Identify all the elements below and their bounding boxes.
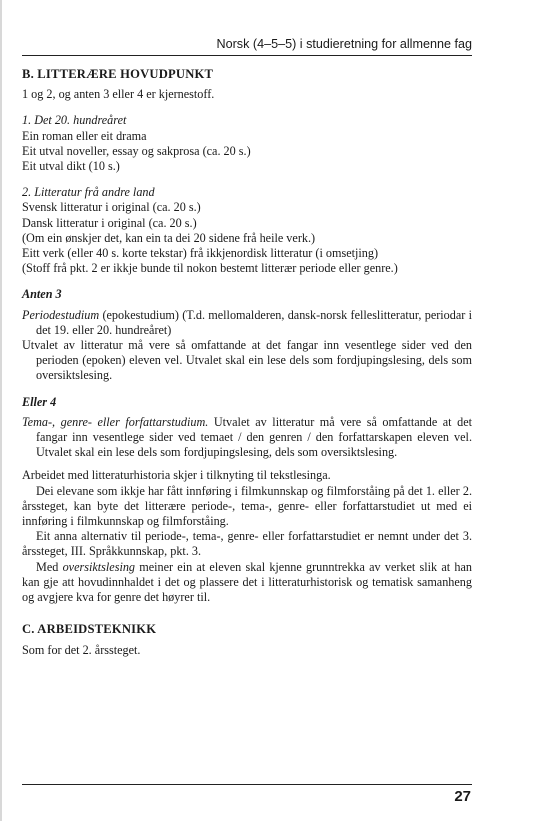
part2-heading [22, 185, 472, 200]
part1-line: Eit utval noveller, essay og sakprosa (ca. 20 s.) [22, 143, 251, 158]
closing-p4-post: meiner ein at eleven skal kjenne grunntrekka av verket slik at han kan gje att hovudinnhaldet i det og plassere det i litteraturhistorisk og tematisk samanheng og avgjere kva for genre det høyrer til. [22, 559, 472, 605]
eller4-heading: Eller 4 [22, 394, 57, 409]
section-c-heading: C. ARBEIDSTEKNIKK [22, 622, 157, 637]
closing-p4-term: oversiktslesing [62, 559, 136, 574]
closing-p4-pre: Med [36, 559, 63, 574]
eller4-term-rest: Utvalet av litteratur må vere så omfattande at det fangar inn vesentlege sider ved temaet / den genren / den forfattarskapen eleven vel. Utvalet skal ein lese dels som fordjupingslesing, dels som oversiktslesing. [36, 414, 472, 460]
part2-line: Svensk litteratur i original (ca. 20 s.) [22, 200, 201, 215]
closing-paragraph-3: Eit anna alternativ til periode-, tema-, genre- eller forfattarstudiet er nemnt under det 3. årssteget, III. Språkkunnskap, pkt. 3. [22, 529, 472, 559]
part1-heading [22, 113, 472, 128]
part2-line: (Om ein ønskjer det, kan ein ta dei 20 sidene frå heile verk.) [22, 230, 316, 245]
eller4-paragraph [22, 415, 472, 461]
page-number: 27 [454, 788, 471, 805]
part2-number: 2. [22, 185, 32, 200]
header-rule [22, 55, 472, 56]
anten3-term-rest: (epokestudium) (T.d. mellomalderen, dansk-norsk felleslitteratur, periodar i det 19. eller 20. hundreåret) [36, 307, 472, 337]
page-edge [0, 0, 2, 821]
eller4-term: Tema-, genre- eller forfattarstudium. [22, 414, 209, 429]
anten3-paragraph: Utvalet av litteratur må vere så omfattande at det fangar inn vesentlege sider ved den perioden (epoken) eleven vel. Utvalet skal ein lese dels som fordjupingslesing, dels som oversiktslesing. [22, 338, 472, 383]
part2-line: Eitt verk (eller 40 s. korte tekstar) frå ikkjenordisk litteratur (i omsetjing) [22, 246, 379, 261]
anten3-heading: Anten 3 [22, 287, 62, 302]
part2-line: Dansk litteratur i original (ca. 20 s.) [22, 215, 197, 230]
closing-paragraph-1: Arbeidet med litteraturhistoria skjer i tilknyting til tekstlesinga. [22, 468, 331, 483]
part1-line: Ein roman eller eit drama [22, 128, 147, 143]
part1-title: Det 20. hundreåret [34, 113, 127, 128]
anten3-term: Periodestudium [22, 307, 100, 322]
part1-number: 1. [22, 113, 32, 128]
section-c-text: Som for det 2. årssteget. [22, 642, 141, 657]
footer-rule [22, 784, 472, 785]
closing-paragraph-2: Dei elevane som ikkje har fått innføring i filmkunnskap og filmforståing på det 1. eller 2. årssteget, kan byte det litterære periode-, tema-, genre- eller forfattarstudiet ut med ei innføring i filmkunnskap og filmforståing. [22, 483, 472, 529]
page-content [22, 67, 472, 658]
closing-paragraph-4 [22, 560, 472, 606]
anten3-term-paragraph [22, 308, 472, 338]
part1-line: Eit utval dikt (10 s.) [22, 159, 120, 174]
running-header: Norsk (4–5–5) i studieretning for allmenne fag [216, 37, 472, 51]
section-b-heading: B. LITTERÆRE HOVUDPUNKT [22, 67, 214, 81]
section-b-intro: 1 og 2, og anten 3 eller 4 er kjernestoff. [22, 87, 215, 102]
part2-title: Litteratur frå andre land [34, 185, 155, 200]
part2-line: (Stoff frå pkt. 2 er ikkje bunde til nokon bestemt litterær periode eller genre.) [22, 261, 398, 276]
